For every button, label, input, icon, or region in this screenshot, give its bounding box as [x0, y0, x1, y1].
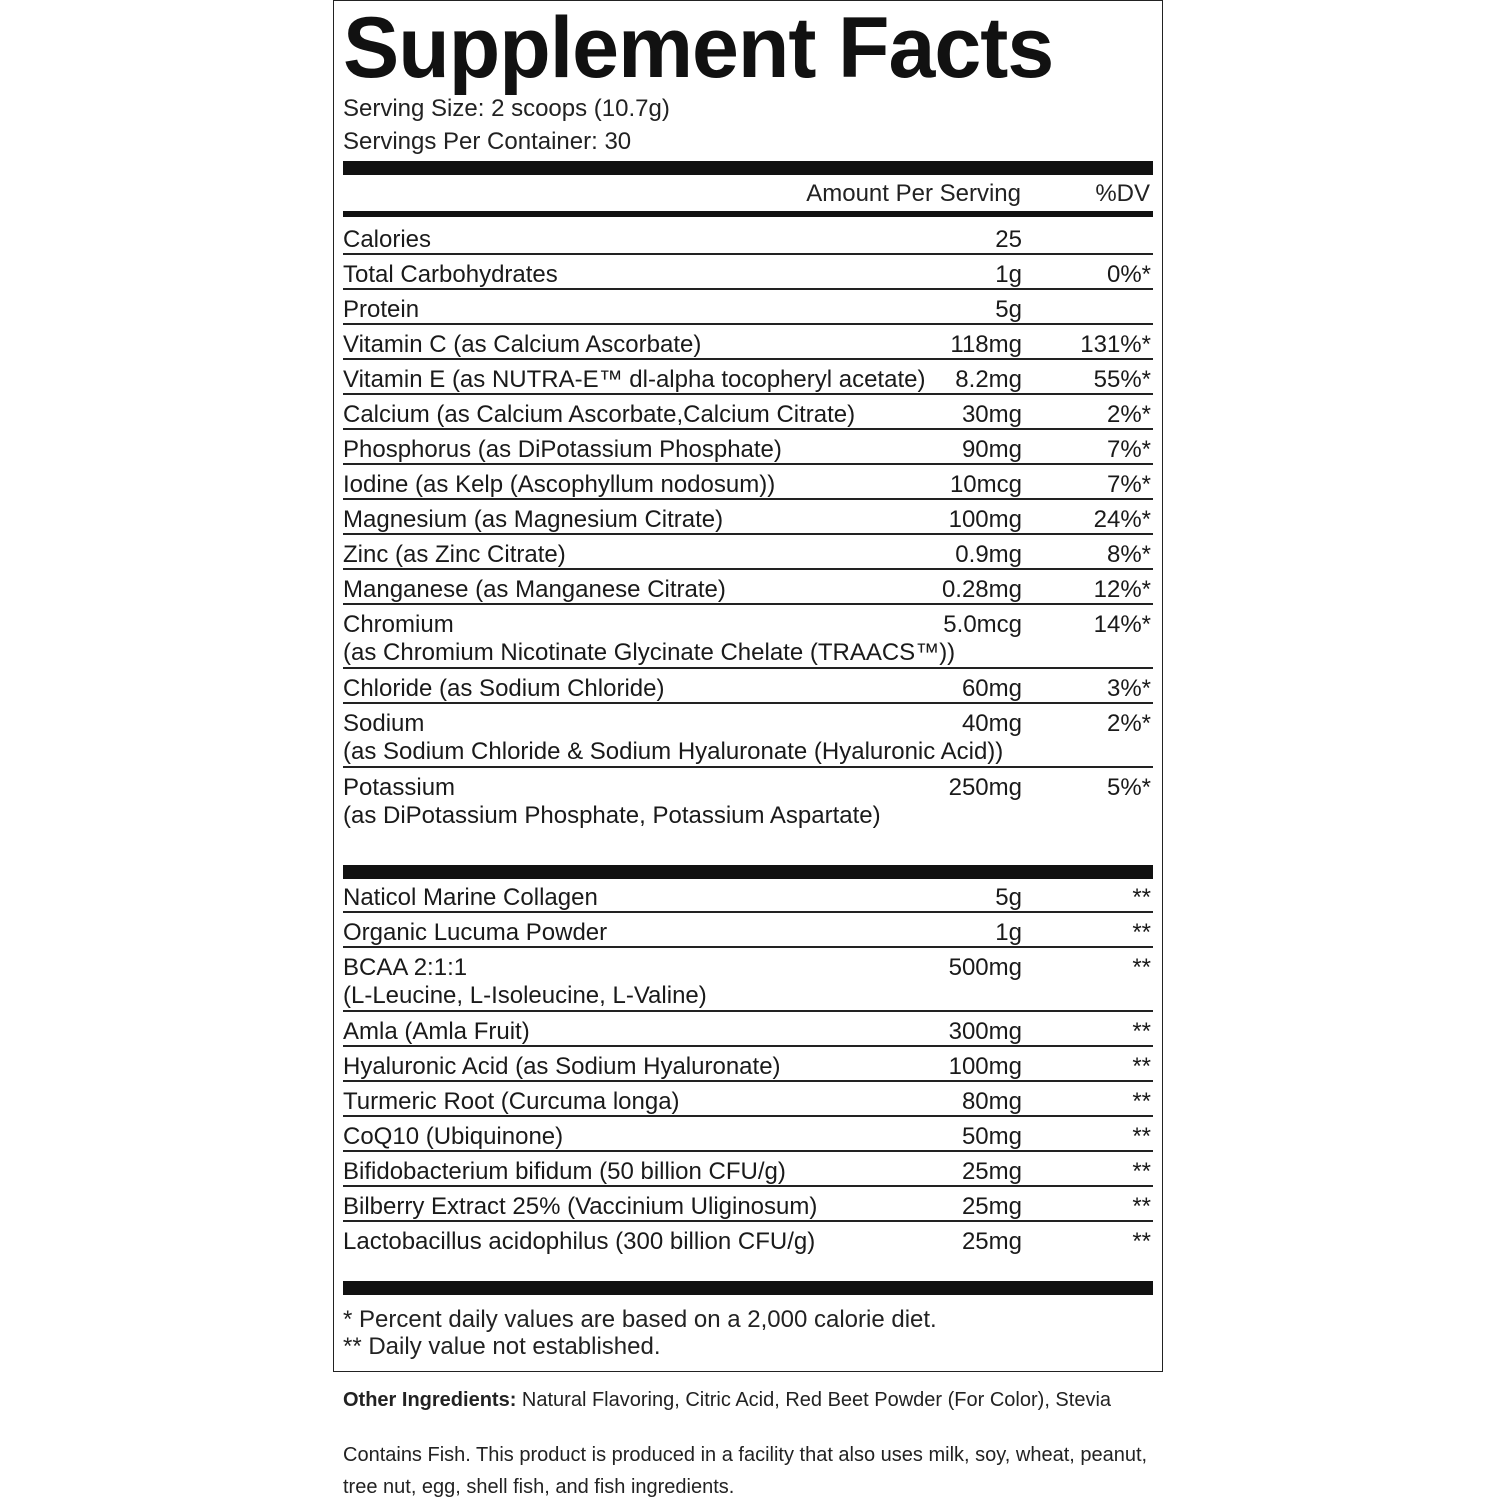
nutrient-row [343, 704, 1153, 768]
nutrient-amount: 25mg [961, 1228, 1022, 1255]
nutrient-dv: ** [1132, 1018, 1151, 1045]
nutrient-amount: 1g [995, 919, 1022, 946]
serving-size: Serving Size: 2 scoops (10.7g) [343, 95, 670, 122]
nutrient-row [343, 948, 1153, 1012]
nutrient-amount: 0.9mg [955, 541, 1022, 568]
medium-divider [343, 211, 1153, 217]
supplement-facts-panel [333, 0, 1163, 1372]
nutrient-row [343, 1117, 1153, 1152]
nutrient-source: (L-Leucine, L-Isoleucine, L-Valine) [343, 982, 707, 1009]
nutrient-name: Organic Lucuma Powder [343, 919, 608, 946]
nutrient-amount: 25 [995, 226, 1022, 253]
nutrient-dv: 24%* [1093, 506, 1151, 533]
nutrient-dv: 12%* [1093, 576, 1151, 603]
nutrient-name: Sodium [343, 710, 425, 737]
nutrient-amount: 250mg [948, 774, 1022, 801]
nutrient-dv: ** [1132, 1158, 1151, 1185]
dv-footnote: * Percent daily values are based on a 2,000 calorie diet. [343, 1306, 937, 1333]
nutrient-dv: ** [1132, 954, 1151, 981]
nutrient-source: (as Sodium Chloride & Sodium Hyaluronate (Hyaluronic Acid)) [343, 738, 1004, 765]
nutrient-dv: ** [1132, 919, 1151, 946]
nutrient-name: Calories [343, 226, 432, 253]
nutrient-dv: 131%* [1080, 331, 1151, 358]
nutrient-row [343, 913, 1153, 948]
nutrient-row [343, 1187, 1153, 1222]
nutrient-amount: 25mg [961, 1193, 1022, 1220]
nutrient-row [343, 220, 1153, 255]
nutrient-dv: 55%* [1093, 366, 1151, 393]
nutrient-amount: 60mg [961, 675, 1022, 702]
allergen-statement: Contains Fish. This product is produced in a facility that also uses milk, soy, wheat, peanut, tree nut, egg, shell fish, and fish ingredients. [343, 1444, 1148, 1498]
nutrient-name: Magnesium (as Magnesium Citrate) [343, 506, 724, 533]
nutrient-name: Bifidobacterium bifidum (50 billion CFU/g) [343, 1158, 786, 1185]
nutrient-row [343, 325, 1153, 360]
nutrient-name: Iodine (as Kelp (Ascophyllum nodosum)) [343, 471, 776, 498]
amount-per-serving-header: Amount Per Serving [806, 180, 1021, 207]
nutrient-source: (as Chromium Nicotinate Glycinate Chelate (TRAACS™)) [343, 639, 956, 666]
nutrient-dv: ** [1132, 1053, 1151, 1080]
nutrient-amount: 25mg [961, 1158, 1022, 1185]
other-ingredients [343, 1387, 1143, 1413]
nutrient-row [343, 669, 1153, 704]
nutrient-amount: 5g [995, 296, 1022, 323]
nutrient-name: Chloride (as Sodium Chloride) [343, 675, 665, 702]
nutrient-name: Naticol Marine Collagen [343, 884, 598, 911]
nutrient-row [343, 500, 1153, 535]
nutrient-name: Lactobacillus acidophilus (300 billion CFU/g) [343, 1228, 816, 1255]
nutrient-dv: ** [1132, 1123, 1151, 1150]
nutrient-row [343, 768, 1153, 832]
nutrient-row [343, 1222, 1153, 1257]
nutrient-amount: 40mg [961, 710, 1022, 737]
nutrient-amount: 300mg [948, 1018, 1022, 1045]
nutrient-list [343, 220, 1153, 832]
nutrient-amount: 100mg [948, 506, 1022, 533]
dv-header: %DV [1095, 180, 1150, 207]
nutrient-name: Calcium (as Calcium Ascorbate,Calcium Citrate) [343, 401, 856, 428]
thick-divider [343, 1281, 1153, 1295]
nutrient-amount: 8.2mg [955, 366, 1022, 393]
nutrient-name: BCAA 2:1:1 [343, 954, 468, 981]
nutrient-amount: 500mg [948, 954, 1022, 981]
nutrient-row [343, 1082, 1153, 1117]
nutrient-amount: 5g [995, 884, 1022, 911]
nutrient-dv: 7%* [1106, 471, 1151, 498]
nutrient-row [343, 290, 1153, 325]
nutrient-name: Total Carbohydrates [343, 261, 558, 288]
nutrient-dv: ** [1132, 1088, 1151, 1115]
nutrient-amount: 0.28mg [941, 576, 1022, 603]
nutrient-row [343, 360, 1153, 395]
nutrient-amount: 10mcg [949, 471, 1022, 498]
not-established-footnote: ** Daily value not established. [343, 1333, 661, 1360]
nutrient-row [343, 535, 1153, 570]
nutrient-name: Vitamin E (as NUTRA-E™ dl-alpha tocopheryl acetate) [343, 366, 926, 393]
other-ingredients-label: Other Ingredients: [343, 1389, 517, 1411]
nutrient-amount: 80mg [961, 1088, 1022, 1115]
nutrient-source: (as DiPotassium Phosphate, Potassium Aspartate) [343, 802, 881, 829]
nutrient-row [343, 395, 1153, 430]
nutrient-dv: 2%* [1106, 710, 1151, 737]
nutrient-name: Zinc (as Zinc Citrate) [343, 541, 566, 568]
nutrient-name: Bilberry Extract 25% (Vaccinium Uliginosum) [343, 1193, 818, 1220]
nutrient-name: Chromium [343, 611, 454, 638]
nutrient-dv: 3%* [1106, 675, 1151, 702]
nutrient-name: Manganese (as Manganese Citrate) [343, 576, 726, 603]
nutrient-row [343, 605, 1153, 669]
nutrient-row [343, 430, 1153, 465]
thick-divider [343, 865, 1153, 879]
nutrient-row [343, 255, 1153, 290]
nutrient-name: Amla (Amla Fruit) [343, 1018, 530, 1045]
nutrient-amount: 30mg [961, 401, 1022, 428]
panel-title: Supplement Facts [343, 0, 1054, 96]
nutrient-dv: 0%* [1106, 261, 1151, 288]
nutrient-dv: 7%* [1106, 436, 1151, 463]
nutrient-dv: ** [1132, 1228, 1151, 1255]
nutrient-dv: 14%* [1093, 611, 1151, 638]
nutrient-dv: ** [1132, 884, 1151, 911]
nutrient-row [343, 465, 1153, 500]
nutrient-row [343, 1012, 1153, 1047]
nutrient-amount: 5.0mcg [943, 611, 1022, 638]
nutrient-row [343, 878, 1153, 913]
other-nutrient-list [343, 878, 1153, 1257]
nutrient-dv: 2%* [1106, 401, 1151, 428]
nutrient-dv: 5%* [1106, 774, 1151, 801]
nutrient-dv: 8%* [1106, 541, 1151, 568]
nutrient-name: Hyaluronic Acid (as Sodium Hyaluronate) [343, 1053, 781, 1080]
thick-divider [343, 161, 1153, 175]
servings-per-container: Servings Per Container: 30 [343, 128, 632, 155]
nutrient-name: Protein [343, 296, 420, 323]
nutrient-amount: 100mg [948, 1053, 1022, 1080]
nutrient-amount: 50mg [961, 1123, 1022, 1150]
nutrient-name: Potassium [343, 774, 456, 801]
nutrient-dv: ** [1132, 1193, 1151, 1220]
nutrient-name: Phosphorus (as DiPotassium Phosphate) [343, 436, 782, 463]
nutrient-name: Vitamin C (as Calcium Ascorbate) [343, 331, 702, 358]
nutrient-amount: 118mg [950, 331, 1022, 358]
nutrient-name: CoQ10 (Ubiquinone) [343, 1123, 564, 1150]
other-ingredients-text: Natural Flavoring, Citric Acid, Red Beet Powder (For Color), Stevia [516, 1389, 1112, 1411]
nutrient-row [343, 1047, 1153, 1082]
nutrient-row [343, 570, 1153, 605]
nutrient-name: Turmeric Root (Curcuma longa) [343, 1088, 680, 1115]
nutrient-amount: 1g [995, 261, 1022, 288]
nutrient-amount: 90mg [961, 436, 1022, 463]
nutrient-row [343, 1152, 1153, 1187]
